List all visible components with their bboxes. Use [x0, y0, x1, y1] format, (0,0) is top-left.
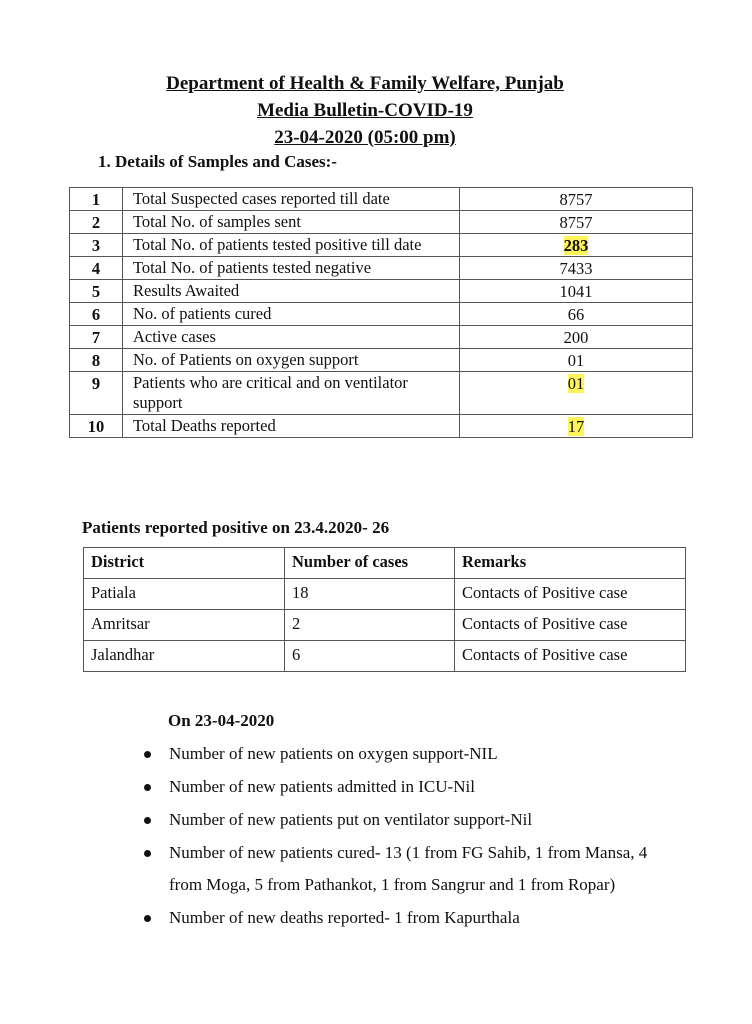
- value-text: 01: [567, 351, 585, 370]
- row-label: Total No. of samples sent: [123, 211, 460, 234]
- list-item: Number of new patients put on ventilator support-Nil: [140, 804, 660, 836]
- value-text: 200: [563, 328, 589, 347]
- row-value: [460, 280, 693, 303]
- row-number: 7: [70, 326, 123, 349]
- value-text: 8757: [559, 190, 593, 209]
- row-value: [460, 372, 693, 415]
- row-label: Total No. of patients tested positive till date: [123, 234, 460, 257]
- column-header: Remarks: [455, 548, 686, 579]
- bulletin-date: 23-04-2020 (05:00 pm): [274, 127, 456, 148]
- remarks-cell: Contacts of Positive case: [455, 579, 686, 610]
- row-value: [460, 415, 693, 438]
- list-item: Number of new patients admitted in ICU-Nil: [140, 771, 660, 803]
- row-label: Results Awaited: [123, 280, 460, 303]
- value-text: 7433: [559, 259, 593, 278]
- row-label: Total No. of patients tested negative: [123, 257, 460, 280]
- cases-cell: 2: [285, 610, 455, 641]
- row-number: 6: [70, 303, 123, 326]
- cases-cell: 18: [285, 579, 455, 610]
- row-value: [460, 349, 693, 372]
- district-cell: Patiala: [84, 579, 285, 610]
- row-number: 9: [70, 372, 123, 415]
- bulletin-title: Media Bulletin-COVID-19: [257, 100, 473, 121]
- table-row: [70, 303, 693, 326]
- table-row: [70, 326, 693, 349]
- table-row: [84, 610, 686, 641]
- table-row: [70, 211, 693, 234]
- column-header: Number of cases: [285, 548, 455, 579]
- list-item: Number of new patients cured- 13 (1 from FG Sahib, 1 from Mansa, 4 from Moga, 5 from Pathankot, 1 from Sangrur and 1 from Ropar): [140, 837, 660, 901]
- remarks-cell: Contacts of Positive case: [455, 641, 686, 672]
- department-title: Department of Health & Family Welfare, Punjab: [166, 73, 564, 94]
- row-label: No. of Patients on oxygen support: [123, 349, 460, 372]
- value-text: 8757: [559, 213, 593, 232]
- remarks-cell: Contacts of Positive case: [455, 610, 686, 641]
- list-item: Number of new patients on oxygen support-NIL: [140, 738, 660, 770]
- row-label: Total Deaths reported: [123, 415, 460, 438]
- bulletin-header: [0, 70, 730, 151]
- table-row: [70, 415, 693, 438]
- list-item: Number of new deaths reported- 1 from Kapurthala: [140, 902, 660, 934]
- table-row: [70, 349, 693, 372]
- row-number: 5: [70, 280, 123, 303]
- table-row: [84, 579, 686, 610]
- row-value: [460, 211, 693, 234]
- district-cases-table: [83, 547, 686, 672]
- table-row: [70, 372, 693, 415]
- value-text-highlighted: 17: [567, 417, 585, 436]
- daily-updates-list: [140, 738, 660, 935]
- on-date-title: On 23-04-2020: [168, 711, 275, 730]
- table-row: [70, 188, 693, 211]
- district-cell: Jalandhar: [84, 641, 285, 672]
- value-text: 66: [567, 305, 585, 324]
- row-value: [460, 188, 693, 211]
- table-row: [70, 234, 693, 257]
- positive-cases-title: Patients reported positive on 23.4.2020- 26: [82, 518, 390, 537]
- row-label: Patients who are critical and on ventilator support: [123, 372, 460, 415]
- row-label: Total Suspected cases reported till date: [123, 188, 460, 211]
- row-value: [460, 234, 693, 257]
- row-number: 8: [70, 349, 123, 372]
- samples-cases-table: [69, 187, 693, 438]
- row-label: No. of patients cured: [123, 303, 460, 326]
- section-title-samples: 1. Details of Samples and Cases:-: [98, 152, 337, 171]
- district-cell: Amritsar: [84, 610, 285, 641]
- row-value: [460, 326, 693, 349]
- table-row: [70, 257, 693, 280]
- value-text-highlighted: 01: [567, 374, 585, 393]
- row-number: 4: [70, 257, 123, 280]
- row-value: [460, 303, 693, 326]
- row-number: 1: [70, 188, 123, 211]
- row-number: 2: [70, 211, 123, 234]
- row-label: Active cases: [123, 326, 460, 349]
- cases-cell: 6: [285, 641, 455, 672]
- value-text: 1041: [559, 282, 593, 301]
- value-text-highlighted: 283: [563, 236, 589, 255]
- table-header-row: [84, 548, 686, 579]
- table-row: [70, 280, 693, 303]
- row-number: 3: [70, 234, 123, 257]
- row-number: 10: [70, 415, 123, 438]
- row-value: [460, 257, 693, 280]
- table-row: [84, 641, 686, 672]
- column-header: District: [84, 548, 285, 579]
